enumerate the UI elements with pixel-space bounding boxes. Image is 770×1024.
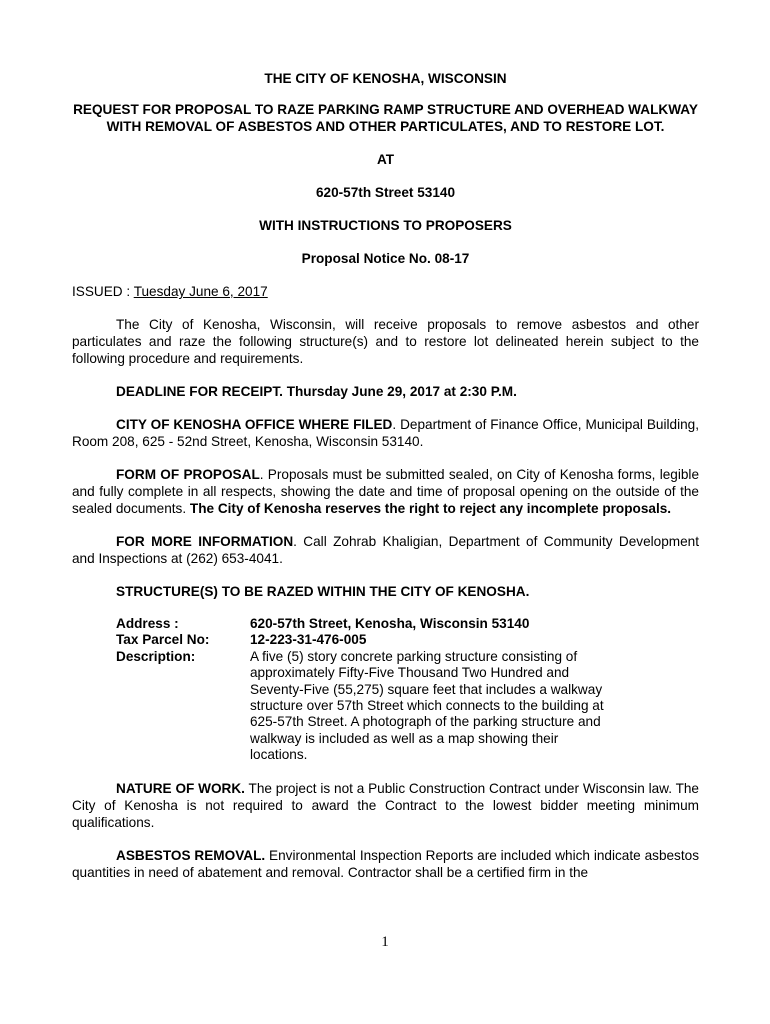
issued-date: Tuesday June 6, 2017 xyxy=(133,284,268,299)
parcel-row xyxy=(116,632,699,648)
deadline-paragraph: DEADLINE FOR RECEIPT. Thursday June 29, 2017 at 2:30 P.M. xyxy=(116,384,517,399)
asbestos-text: Environmental Inspection Reports are included which indicate asbestos quantities in need of abatement and removal. Contractor shall be a certified firm in the xyxy=(72,847,699,880)
form-text: . Proposals must be submitted sealed, on City of Kenosha forms, legible and fully complete in all respects, showing the date and time of proposal opening on the outside of the sealed documents. xyxy=(72,467,700,516)
description-row xyxy=(116,649,699,764)
office-label: CITY OF KENOSHA OFFICE WHERE FILED xyxy=(116,417,393,432)
page-number: 1 xyxy=(381,934,389,950)
address-value: 620-57th Street, Kenosha, Wisconsin 53140 xyxy=(250,616,530,631)
instructions-heading: WITH INSTRUCTIONS TO PROPOSERS xyxy=(259,218,512,233)
nature-paragraph xyxy=(72,780,699,831)
rfp-title: REQUEST FOR PROPOSAL TO RAZE PARKING RAMP STRUCTURE AND OVERHEAD WALKWAY WITH REMOVAL OF ASBESTOS AND OTHER PARTICULATES, AND TO RESTORE LOT. xyxy=(73,102,698,134)
description-value: A five (5) story concrete parking structure consisting of approximately Fifty-Five Thousand Two Hundred and Seventy-Five (55,275) square feet that includes a walkway structure over 57th Street which connects to the building at 625-57th Street. A photograph of the parking structure and walkway is included as well as a map showing their locations. xyxy=(250,648,604,763)
notice-heading: Proposal Notice No. 08-17 xyxy=(301,251,470,266)
parcel-value: 12-223-31-476-005 xyxy=(250,632,367,648)
info-label: FOR MORE INFORMATION xyxy=(116,534,294,549)
structure-table xyxy=(116,616,699,764)
city-heading: THE CITY OF KENOSHA, WISCONSIN xyxy=(264,71,507,86)
office-paragraph xyxy=(72,416,699,450)
form-bold-text: The City of Kenosha reserves the right to reject any incomplete proposals. xyxy=(189,501,672,516)
description-label: Description: xyxy=(116,648,196,664)
address-label: Address : xyxy=(116,616,179,631)
info-text: . Call Zohrab Khaligian, Department of Community Development and Inspections at (262) 653-4041. xyxy=(72,534,699,566)
parcel-label: Tax Parcel No: xyxy=(116,632,210,648)
issued-line xyxy=(72,283,699,300)
intro-paragraph: The City of Kenosha, Wisconsin, will receive proposals to remove asbestos and other particulates and raze the following structure(s) and to restore lot delineated herein subject to the following procedure and requirements. xyxy=(72,317,699,366)
office-text: . Department of Finance Office, Municipal Building, Room 208, 625 - 52nd Street, Kenosha, Wisconsin 53140. xyxy=(72,417,699,449)
document-page xyxy=(72,70,699,881)
nature-text: The project is not a Public Construction Contract under Wisconsin law. The City of Kenosha is not required to award the Contract to the lowest bidder meeting minimum qualifications. xyxy=(72,780,699,830)
info-paragraph xyxy=(72,533,699,567)
address-row xyxy=(116,616,699,632)
structures-heading: STRUCTURE(S) TO BE RAZED WITHIN THE CITY OF KENOSHA. xyxy=(116,584,530,599)
asbestos-label: ASBESTOS REMOVAL. xyxy=(116,847,266,863)
address-heading: 620-57th Street 53140 xyxy=(315,185,456,200)
form-label: FORM OF PROPOSAL xyxy=(116,467,260,482)
issued-label: ISSUED : xyxy=(72,284,134,299)
form-paragraph xyxy=(72,466,699,517)
at-heading: AT xyxy=(376,152,395,167)
nature-label: NATURE OF WORK. xyxy=(116,780,245,796)
asbestos-paragraph xyxy=(72,847,699,881)
